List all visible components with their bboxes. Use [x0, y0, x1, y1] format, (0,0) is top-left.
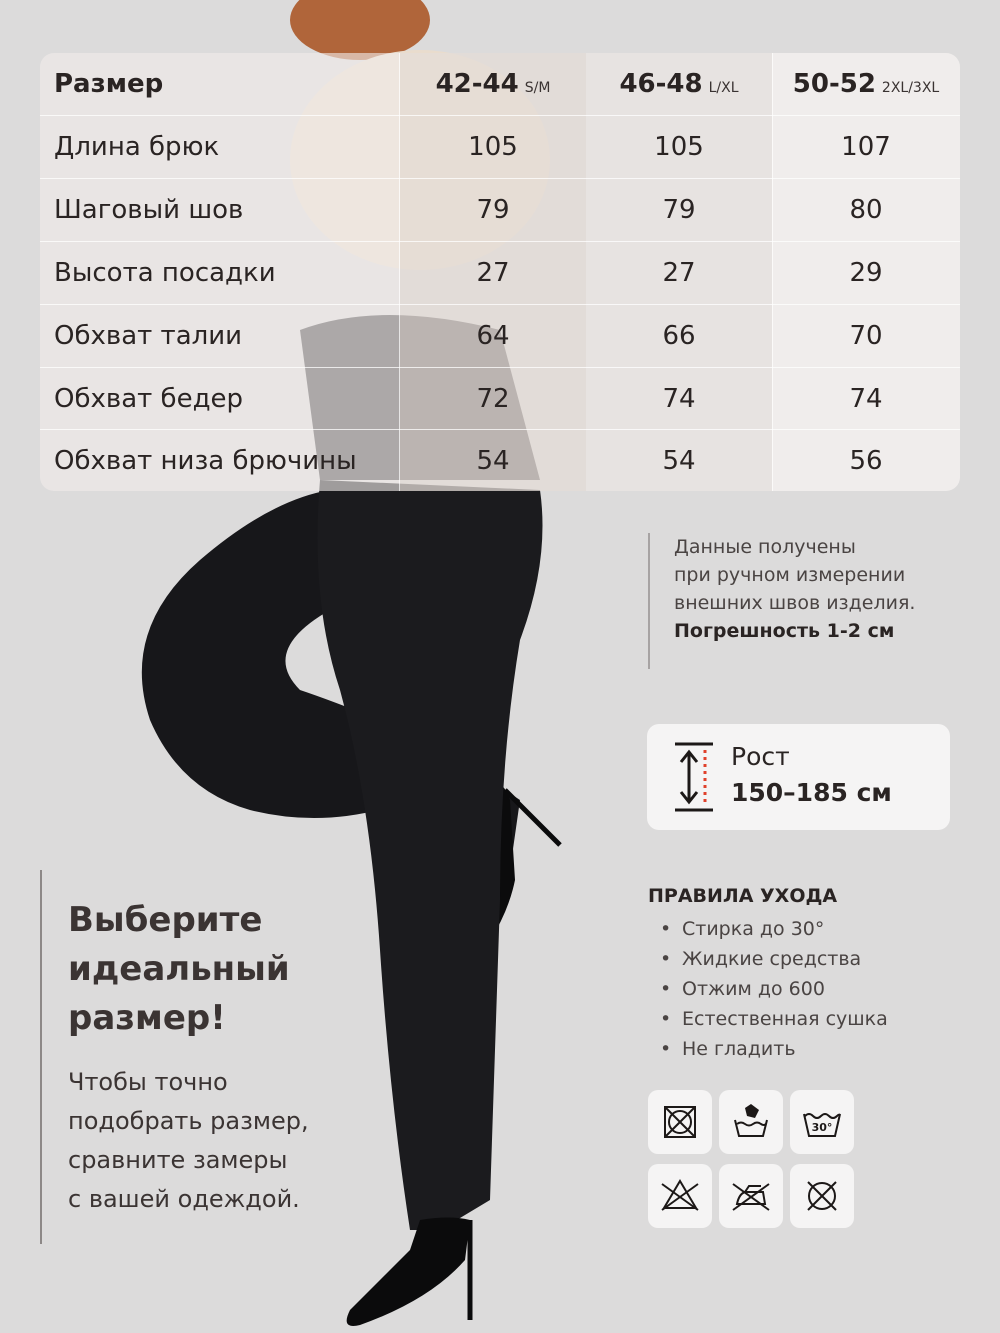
care-title: ПРАВИЛА УХОДА: [648, 885, 838, 907]
svg-text:30°: 30°: [811, 1121, 833, 1134]
table-row: [40, 304, 960, 367]
measurement-note: [648, 533, 915, 669]
size-header-label: Размер: [54, 69, 164, 99]
note-line: внешних швов изделия.: [674, 592, 916, 614]
measure-label: Обхват низа брючины: [54, 446, 357, 476]
measure-value: 27: [662, 258, 696, 288]
list-item: • Естественная сушка: [660, 1008, 888, 1030]
table-row: [40, 367, 960, 430]
list-item: • Не гладить: [660, 1038, 796, 1060]
measure-value: 74: [662, 384, 696, 414]
promo-title: Выберите идеальный размер!: [68, 900, 290, 1038]
table-row: [40, 178, 960, 241]
size-header-col-1: 42-44 S/M: [435, 69, 551, 99]
measure-value: 72: [476, 384, 510, 414]
note-tolerance: Погрешность 1-2 см: [674, 620, 895, 642]
wash-30-icon: [790, 1090, 854, 1154]
measure-value: 105: [468, 132, 518, 162]
measure-value: 56: [849, 446, 883, 476]
measure-label: Длина брюк: [54, 132, 220, 162]
measure-label: Обхват талии: [54, 321, 243, 351]
no-dry-clean-icon: [790, 1164, 854, 1228]
note-line: при ручном измерении: [674, 564, 906, 586]
size-table: [40, 53, 960, 491]
promo-block: [40, 870, 309, 1244]
measure-value: 29: [849, 258, 883, 288]
care-icons: [648, 1090, 858, 1230]
measure-label: Высота посадки: [54, 258, 276, 288]
table-row: [40, 241, 960, 304]
measure-value: 27: [476, 258, 510, 288]
measure-value: 54: [476, 446, 510, 476]
size-header-col-2: 46-48 L/XL: [619, 69, 739, 99]
measure-value: 70: [849, 321, 883, 351]
height-card: [647, 724, 950, 830]
height-arrow-icon: [673, 742, 715, 812]
measure-value: 107: [841, 132, 891, 162]
list-item: • Отжим до 600: [660, 978, 825, 1000]
measure-value: 66: [662, 321, 696, 351]
height-label: Рост: [731, 742, 790, 771]
table-row: [40, 115, 960, 178]
measure-value: 79: [476, 195, 510, 225]
measure-value: 74: [849, 384, 883, 414]
care-list: [660, 914, 888, 1064]
table-row: [40, 429, 960, 491]
measure-value: 80: [849, 195, 883, 225]
measure-label: Обхват бедер: [54, 384, 244, 414]
list-item: • Стирка до 30°: [660, 918, 825, 940]
no-iron-icon: [719, 1164, 783, 1228]
hand-wash-icon: [719, 1090, 783, 1154]
measure-value: 64: [476, 321, 510, 351]
measure-label: Шаговый шов: [54, 195, 244, 225]
measure-value: 105: [654, 132, 704, 162]
no-tumble-dry-icon: [648, 1090, 712, 1154]
table-header-row: [40, 53, 960, 115]
measure-value: 79: [662, 195, 696, 225]
note-line: Данные получены: [674, 536, 856, 558]
size-header-col-3: 50-52 2XL/3XL: [792, 69, 940, 99]
measure-value: 54: [662, 446, 696, 476]
list-item: • Жидкие средства: [660, 948, 862, 970]
standing-shoe: [347, 1218, 470, 1327]
height-value: 150–185 см: [731, 778, 892, 807]
no-bleach-icon: [648, 1164, 712, 1228]
promo-text: Чтобы точно подобрать размер, сравните замеры с вашей одеждой.: [68, 1068, 309, 1213]
